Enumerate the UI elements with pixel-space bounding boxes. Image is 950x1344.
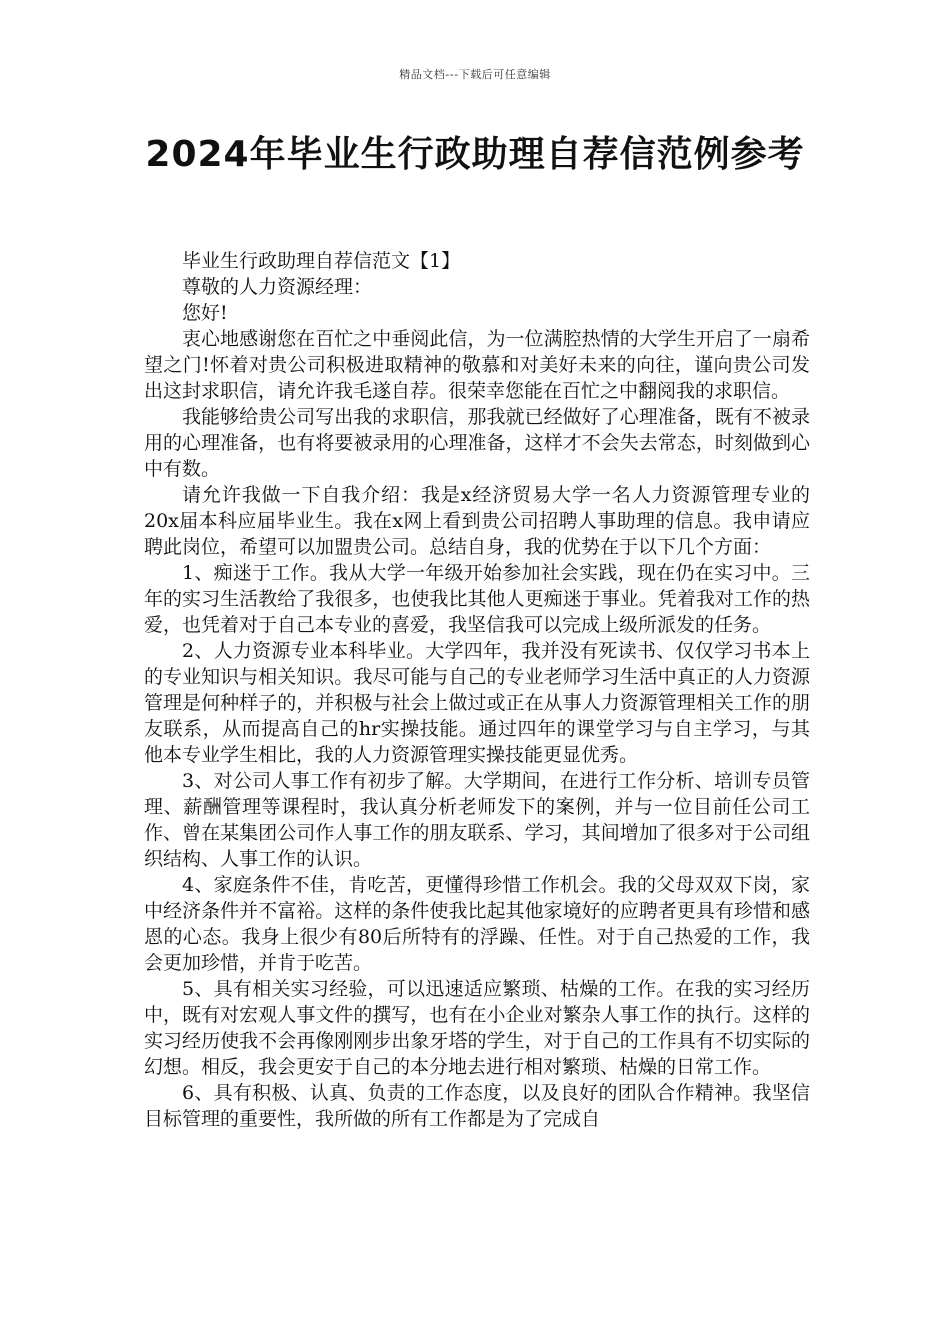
- strength-item-6: 6、具有积极、认真、负责的工作态度，以及良好的团队合作精神。我坚信目标管理的重要性，我所做的所有工作都是为了完成自: [144, 1082, 810, 1130]
- strength-item-3: 3、对公司人事工作有初步了解。大学期间，在进行工作分析、培训专员管理、薪酬管理等课程时，我认真分析老师发下的案例，并与一位目前任公司工作、曾在某集团公司作人事工作的朋友联系、学习，其间增加了很多对于公司组织结构、人事工作的认识。: [144, 770, 810, 870]
- letter-body: [144, 248, 810, 1132]
- strength-item-2: 2、人力资源专业本科毕业。大学四年，我并没有死读书、仅仅学习书本上的专业知识与相关知识。我尽可能与自己的专业老师学习生活中真正的人力资源管理是何种样子的，并积极与社会上做过或正在从事人力资源管理相关工作的朋友联系，从而提高自己的hr实操技能。通过四年的课堂学习与自主学习，与其他本专业学生相比，我的人力资源管理实操技能更显优秀。: [144, 640, 810, 766]
- letter-heading: 毕业生行政助理自荐信范文【1】: [182, 250, 461, 272]
- strength-item-5: 5、具有相关实习经验，可以迅速适应繁琐、枯燥的工作。在我的实习经历中，既有对宏观人事文件的撰写，也有在小企业对繁杂人事工作的执行。这样的实习经历使我不会再像刚刚步出象牙塔的学生，对于自己的工作具有不切实际的幻想。相反，我会更安于自己的本分地去进行相对繁琐、枯燥的日常工作。: [144, 978, 810, 1078]
- paragraph-self-introduction: 请允许我做一下自我介绍：我是x经济贸易大学一名人力资源管理专业的20x届本科应届毕业生。我在x网上看到贵公司招聘人事助理的信息。我申请应聘此岗位，希望可以加盟贵公司。总结自身，我的优势在于以下几个方面：: [144, 484, 810, 558]
- page-header: 精品文档---下载后可任意编辑: [399, 68, 551, 81]
- document-title: 2024年毕业生行政助理自荐信范例参考: [145, 134, 805, 175]
- paragraph-intro: 衷心地感谢您在百忙之中垂阅此信，为一位满腔热情的大学生开启了一扇希望之门!怀着对贵公司积极进取精神的敬慕和对美好未来的向往，谨向贵公司发出这封求职信，请允许我毛遂自荐。很荣幸您能在百忙之中翻阅我的求职信。: [144, 328, 810, 402]
- strength-item-1: 1、痴迷于工作。我从大学一年级开始参加社会实践，现在仍在实习中。三年的实习生活教给了我很多，也使我比其他人更痴迷于事业。凭着我对工作的热爱，也凭着对于自己本专业的喜爱，我坚信我可以完成上级所派发的任务。: [144, 562, 810, 636]
- paragraph-preparation: 我能够给贵公司写出我的求职信，那我就已经做好了心理准备，既有不被录用的心理准备，也有将要被录用的心理准备，这样才不会失去常态，时刻做到心中有数。: [144, 406, 810, 480]
- salutation: 尊敬的人力资源经理：: [182, 276, 373, 298]
- strength-item-4: 4、家庭条件不佳，肯吃苦，更懂得珍惜工作机会。我的父母双双下岗，家中经济条件并不富裕。这样的条件使我比起其他家境好的应聘者更具有珍惜和感恩的心态。我身上很少有80后所特有的浮躁、任性。对于自己热爱的工作，我会更加珍惜，并肯于吃苦。: [144, 874, 810, 974]
- greeting: 您好!: [182, 302, 228, 324]
